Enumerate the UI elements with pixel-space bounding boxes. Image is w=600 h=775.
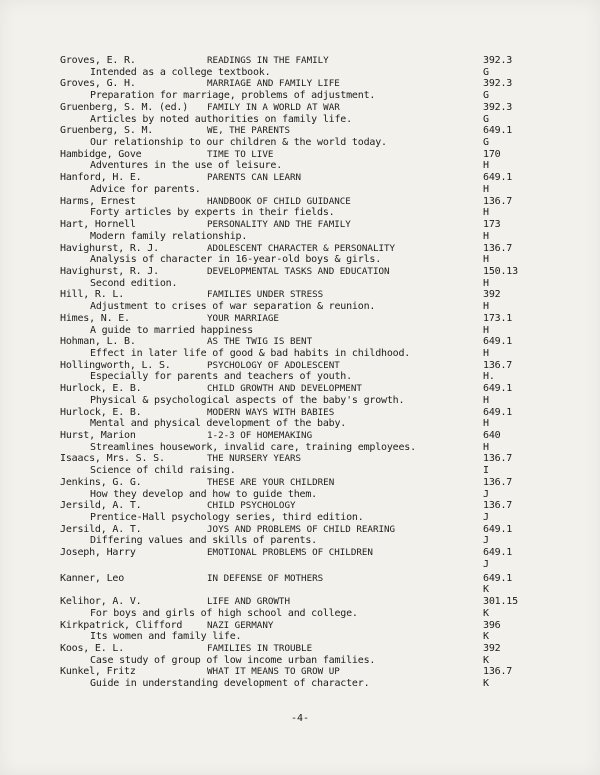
entry-main-line bbox=[0, 266, 600, 277]
entry-call-number: 649.1 bbox=[483, 383, 513, 395]
entry-call-number: 173.1 bbox=[483, 312, 513, 324]
entry-title: READINGS IN THE FAMILY bbox=[207, 55, 329, 66]
entry-call-number: 170 bbox=[483, 148, 501, 160]
entry-location-code: H bbox=[483, 394, 489, 406]
entry-main-line bbox=[0, 524, 600, 535]
entry-description: For boys and girls of high school and college. bbox=[90, 607, 358, 619]
entry-title: AS THE TWIG IS BENT bbox=[207, 336, 313, 348]
entry-location-code: H. bbox=[483, 371, 495, 383]
entry-description-line bbox=[0, 67, 600, 78]
entry-author: Hollingworth, L. S. bbox=[60, 359, 171, 371]
entry-description: A guide to married happiness bbox=[90, 324, 253, 336]
entry-description: Effect in later life of good & bad habits in childhood. bbox=[90, 347, 411, 359]
bibliography-entry bbox=[0, 524, 600, 547]
entry-call-number: 173 bbox=[483, 219, 501, 231]
entry-description: Preparation for marriage, problems of adjustment. bbox=[90, 90, 376, 102]
entry-author: Hurlock, E. B. bbox=[60, 406, 142, 418]
entry-author: Harms, Ernest bbox=[60, 195, 136, 207]
entry-call-number: 136.7 bbox=[483, 195, 513, 207]
bibliography-entry bbox=[0, 336, 600, 359]
entry-call-number: 392 bbox=[483, 642, 501, 654]
entry-author: Groves, E. R. bbox=[60, 55, 136, 66]
entry-call-number: 649.1 bbox=[483, 336, 513, 348]
entry-call-number: 649.1 bbox=[483, 406, 513, 418]
entry-main-line bbox=[0, 643, 600, 654]
entry-location-code: H bbox=[483, 230, 489, 242]
entry-description: Articles by noted authorities on family life. bbox=[90, 113, 352, 125]
entry-author: Joseph, Harry bbox=[60, 547, 136, 559]
entry-location-code: G bbox=[483, 113, 489, 125]
entry-description-line bbox=[0, 114, 600, 125]
entry-location-code: H bbox=[483, 347, 489, 359]
entry-main-line bbox=[0, 313, 600, 324]
bibliography-list bbox=[0, 55, 600, 690]
entry-description-line bbox=[0, 231, 600, 242]
entry-description-line bbox=[0, 608, 600, 619]
entry-call-number: 392.3 bbox=[483, 78, 513, 90]
entry-main-line bbox=[0, 666, 600, 677]
entry-description: Intended as a college textbook. bbox=[90, 66, 271, 78]
entry-main-line bbox=[0, 243, 600, 254]
entry-call-number: 136.7 bbox=[483, 242, 513, 254]
entry-description-line bbox=[0, 465, 600, 476]
entry-author: Hurlock, E. B. bbox=[60, 383, 142, 395]
entry-description-line bbox=[0, 184, 600, 195]
bibliography-entry bbox=[0, 430, 600, 453]
entry-title: PARENTS CAN LEARN bbox=[207, 172, 302, 184]
entry-title: WE, THE PARENTS bbox=[207, 125, 290, 137]
entry-description: Our relationship to our children & the world today. bbox=[90, 137, 387, 148]
entry-description: Differing values and skills of parents. bbox=[90, 535, 317, 547]
bibliography-entry bbox=[0, 149, 600, 172]
page-number: -4- bbox=[290, 713, 310, 724]
entry-call-number: 392 bbox=[483, 289, 501, 301]
entry-title: YOUR MARRIAGE bbox=[207, 312, 279, 324]
entry-call-number: 392.3 bbox=[483, 55, 513, 66]
entry-call-number: 649.1 bbox=[483, 125, 513, 137]
entry-author: Hohman, L. B. bbox=[60, 336, 136, 348]
bibliography-entry bbox=[0, 573, 600, 596]
entry-location-code: J bbox=[483, 558, 489, 570]
entry-main-line bbox=[0, 102, 600, 113]
entry-call-number: 136.7 bbox=[483, 666, 513, 678]
bibliography-entry bbox=[0, 243, 600, 266]
entry-main-line bbox=[0, 172, 600, 183]
entry-call-number: 640 bbox=[483, 430, 501, 441]
entry-author: Isaacs, Mrs. S. S. bbox=[60, 453, 165, 465]
bibliography-entry bbox=[0, 383, 600, 406]
entry-main-line bbox=[0, 477, 600, 488]
entry-description-line bbox=[0, 489, 600, 500]
entry-location-code: H bbox=[483, 324, 489, 336]
entry-call-number: 392.3 bbox=[483, 101, 513, 113]
entry-title: 1-2-3 OF HOMEMAKING bbox=[207, 430, 313, 441]
entry-title: IN DEFENSE OF MOTHERS bbox=[207, 572, 324, 584]
entry-author: Koos, E. L. bbox=[60, 642, 125, 654]
entry-author: Hanford, H. E. bbox=[60, 172, 142, 184]
entry-location-code: H bbox=[483, 441, 489, 453]
entry-description-line bbox=[0, 655, 600, 666]
entry-title: MARRIAGE AND FAMILY LIFE bbox=[207, 78, 340, 90]
entry-main-line bbox=[0, 360, 600, 371]
entry-description: Adventures in the use of leisure. bbox=[90, 160, 283, 172]
bibliography-entry bbox=[0, 55, 600, 78]
entry-description-line bbox=[0, 535, 600, 546]
entry-author: Kelihor, A. V. bbox=[60, 596, 142, 608]
entry-title: PSYCHOLOGY OF ADOLESCENT bbox=[207, 359, 340, 371]
entry-description-line bbox=[0, 631, 600, 642]
entry-call-number: 649.1 bbox=[483, 172, 513, 184]
entry-title: DEVELOPMENTAL TASKS AND EDUCATION bbox=[207, 265, 390, 277]
entry-title: THE NURSERY YEARS bbox=[207, 453, 302, 465]
entry-author: Hart, Hornell bbox=[60, 219, 136, 231]
entry-description-line bbox=[0, 418, 600, 429]
entry-description-line bbox=[0, 278, 600, 289]
entry-main-line bbox=[0, 219, 600, 230]
entry-author: Gruenberg, S. M. (ed.) bbox=[60, 101, 189, 113]
entry-location-code: K bbox=[483, 631, 489, 643]
entry-title: LIFE AND GROWTH bbox=[207, 596, 290, 608]
entry-description: Adjustment to crises of war separation & reunion. bbox=[90, 301, 376, 313]
entry-location-code: K bbox=[483, 678, 489, 690]
entry-location-code: K bbox=[483, 584, 489, 596]
entry-author: Havighurst, R. J. bbox=[60, 242, 159, 254]
entry-author: Kunkel, Fritz bbox=[60, 666, 136, 678]
bibliography-entry bbox=[0, 620, 600, 643]
entry-description: How they develop and how to guide them. bbox=[90, 488, 317, 500]
entry-title: CHILD PSYCHOLOGY bbox=[207, 500, 296, 512]
entry-description-line bbox=[0, 137, 600, 148]
entry-description-line bbox=[0, 584, 600, 595]
entry-author: Kanner, Leo bbox=[60, 572, 125, 584]
entry-location-code: J bbox=[483, 535, 489, 547]
entry-main-line bbox=[0, 125, 600, 136]
entry-main-line bbox=[0, 430, 600, 441]
entry-main-line bbox=[0, 55, 600, 66]
entry-title: HANDBOOK OF CHILD GUIDANCE bbox=[207, 195, 351, 207]
bibliography-entry bbox=[0, 547, 600, 570]
entry-main-line bbox=[0, 547, 600, 558]
entry-main-line bbox=[0, 620, 600, 631]
entry-description-line bbox=[0, 301, 600, 312]
entry-description-line bbox=[0, 442, 600, 453]
entry-description-line bbox=[0, 678, 600, 689]
bibliography-entry bbox=[0, 453, 600, 476]
bibliography-entry bbox=[0, 360, 600, 383]
entry-author: Jersild, A. T. bbox=[60, 523, 142, 535]
entry-description: Guide in understanding development of character. bbox=[90, 678, 370, 690]
entry-description-line bbox=[0, 512, 600, 523]
entry-description: Science of child raising. bbox=[90, 465, 236, 477]
entry-main-line bbox=[0, 596, 600, 607]
bibliography-entry bbox=[0, 313, 600, 336]
entry-title: MODERN WAYS WITH BABIES bbox=[207, 406, 335, 418]
bibliography-entry bbox=[0, 102, 600, 125]
entry-title: PERSONALITY AND THE FAMILY bbox=[207, 219, 351, 231]
entry-author: Hambidge, Gove bbox=[60, 148, 142, 160]
entry-main-line bbox=[0, 149, 600, 160]
entry-title: NAZI GERMANY bbox=[207, 619, 274, 631]
bibliography-entry bbox=[0, 596, 600, 619]
entry-author: Groves, G. H. bbox=[60, 78, 136, 90]
entry-location-code: I bbox=[483, 465, 489, 477]
bibliography-entry bbox=[0, 407, 600, 430]
entry-call-number: 649.1 bbox=[483, 547, 513, 559]
entry-description-line bbox=[0, 90, 600, 101]
entry-main-line bbox=[0, 336, 600, 347]
entry-title: CHILD GROWTH AND DEVELOPMENT bbox=[207, 383, 362, 395]
entry-description-line bbox=[0, 371, 600, 382]
bibliography-entry bbox=[0, 666, 600, 689]
entry-description: Streamlines housework, invalid care, training employees. bbox=[90, 441, 416, 453]
entry-title: WHAT IT MEANS TO GROW UP bbox=[207, 666, 340, 678]
entry-description: Its women and family life. bbox=[90, 631, 242, 643]
entry-description-line bbox=[0, 160, 600, 171]
entry-title: EMOTIONAL PROBLEMS OF CHILDREN bbox=[207, 547, 373, 559]
entry-title: FAMILIES UNDER STRESS bbox=[207, 289, 324, 301]
entry-description-line bbox=[0, 559, 600, 570]
bibliography-entry bbox=[0, 477, 600, 500]
entry-call-number: 150.13 bbox=[483, 265, 518, 277]
entry-author: Gruenberg, S. M. bbox=[60, 125, 154, 137]
entry-title: JOYS AND PROBLEMS OF CHILD REARING bbox=[207, 523, 396, 535]
entry-author: Hill, R. L. bbox=[60, 289, 125, 301]
entry-author: Havighurst, R. J. bbox=[60, 265, 159, 277]
entry-location-code: H bbox=[483, 207, 489, 219]
bibliography-entry bbox=[0, 266, 600, 289]
bibliography-entry bbox=[0, 289, 600, 312]
entry-description-line bbox=[0, 325, 600, 336]
entry-call-number: 649.1 bbox=[483, 523, 513, 535]
entry-title: THESE ARE YOUR CHILDREN bbox=[207, 476, 335, 488]
entry-call-number: 649.1 bbox=[483, 572, 513, 584]
entry-description-line bbox=[0, 348, 600, 359]
entry-description: Especially for parents and teachers of youth. bbox=[90, 371, 352, 383]
entry-description: Physical & psychological aspects of the baby's growth. bbox=[90, 394, 405, 406]
entry-main-line bbox=[0, 573, 600, 584]
entry-main-line bbox=[0, 196, 600, 207]
entry-description-line bbox=[0, 254, 600, 265]
bibliography-entry bbox=[0, 219, 600, 242]
entry-location-code: H bbox=[483, 301, 489, 313]
entry-location-code: G bbox=[483, 66, 489, 78]
entry-location-code: H bbox=[483, 183, 489, 195]
entry-location-code: J bbox=[483, 488, 489, 500]
entry-main-line bbox=[0, 78, 600, 89]
entry-call-number: 136.7 bbox=[483, 453, 513, 465]
entry-location-code: G bbox=[483, 137, 489, 148]
entry-description: Second edition. bbox=[90, 277, 178, 289]
entry-call-number: 396 bbox=[483, 619, 501, 631]
entry-location-code: H bbox=[483, 160, 489, 172]
entry-author: Jenkins, G. G. bbox=[60, 476, 142, 488]
entry-main-line bbox=[0, 383, 600, 394]
entry-title: FAMILIES IN TROUBLE bbox=[207, 642, 313, 654]
entry-description: Mental and physical development of the baby. bbox=[90, 418, 347, 430]
entry-location-code: K bbox=[483, 654, 489, 666]
bibliography-entry bbox=[0, 125, 600, 148]
bibliography-entry bbox=[0, 643, 600, 666]
bibliography-entry bbox=[0, 196, 600, 219]
entry-description: Modern family relationship. bbox=[90, 230, 248, 242]
entry-location-code: H bbox=[483, 418, 489, 430]
bibliography-entry bbox=[0, 172, 600, 195]
entry-description-line bbox=[0, 395, 600, 406]
entry-description: Advice for parents. bbox=[90, 183, 201, 195]
entry-main-line bbox=[0, 453, 600, 464]
entry-location-code: J bbox=[483, 512, 489, 523]
entry-description: Prentice-Hall psychology series, third edition. bbox=[90, 512, 364, 523]
entry-location-code: G bbox=[483, 90, 489, 102]
entry-description: Analysis of character in 16-year-old boys & girls. bbox=[90, 254, 382, 266]
entry-call-number: 136.7 bbox=[483, 476, 513, 488]
entry-title: FAMILY IN A WORLD AT WAR bbox=[207, 101, 340, 113]
entry-location-code: H bbox=[483, 277, 489, 289]
entry-location-code: H bbox=[483, 254, 489, 266]
entry-main-line bbox=[0, 289, 600, 300]
entry-author: Kirkpatrick, Clifford bbox=[60, 619, 183, 631]
entry-description: Forty articles by experts in their fields. bbox=[90, 207, 335, 219]
entry-title: TIME TO LIVE bbox=[207, 148, 274, 160]
entry-call-number: 136.7 bbox=[483, 359, 513, 371]
entry-description-line bbox=[0, 207, 600, 218]
entry-location-code: K bbox=[483, 607, 489, 619]
entry-main-line bbox=[0, 407, 600, 418]
entry-title: ADOLESCENT CHARACTER & PERSONALITY bbox=[207, 242, 396, 254]
entry-author: Hurst, Marion bbox=[60, 430, 136, 441]
entry-author: Jersild, A. T. bbox=[60, 500, 142, 512]
bibliography-entry bbox=[0, 500, 600, 523]
entry-description: Case study of group of low income urban families. bbox=[90, 654, 376, 666]
entry-main-line bbox=[0, 500, 600, 511]
bibliography-entry bbox=[0, 78, 600, 101]
entry-call-number: 301.15 bbox=[483, 596, 518, 608]
entry-call-number: 136.7 bbox=[483, 500, 513, 512]
entry-author: Himes, N. E. bbox=[60, 312, 130, 324]
